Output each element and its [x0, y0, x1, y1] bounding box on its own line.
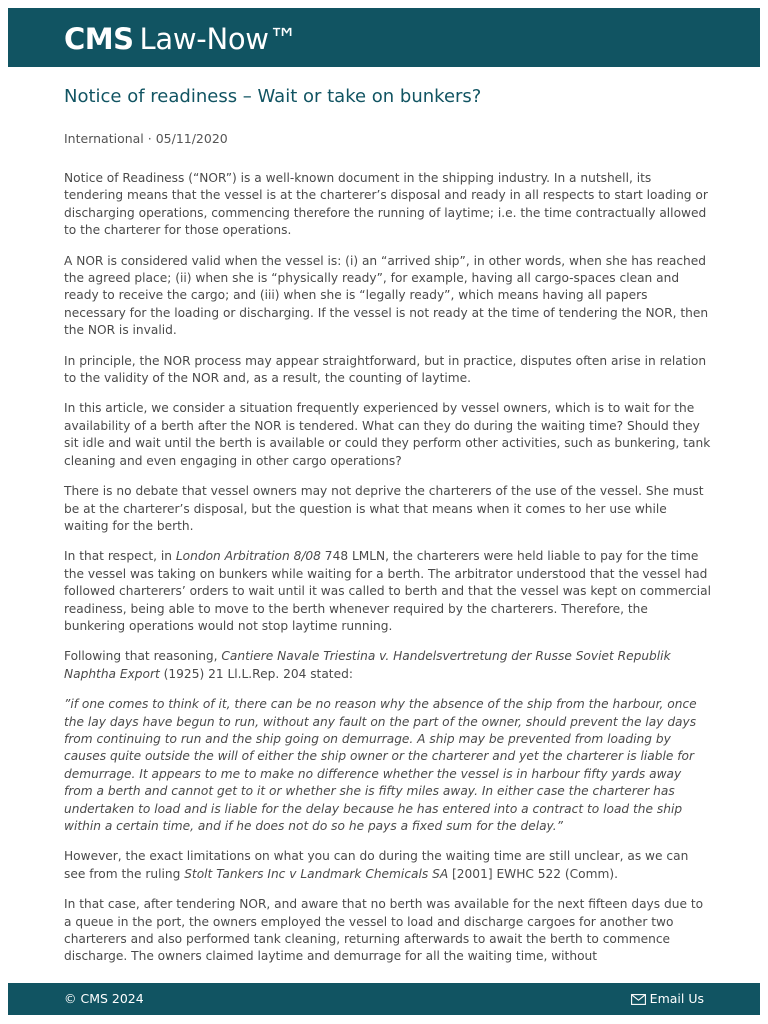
paragraph-1: Notice of Readiness (“NOR”) is a well-known document in the shipping industry. In a nutshell, its tendering means that the vessel is at the charterer’s disposal and ready in all respects to start loading or discharging operations, commencing therefore the running of laytime; i.e. the time contractually allowed to the charterer for those operations. — [64, 171, 708, 238]
article — [64, 84, 712, 979]
paragraph-6 — [64, 548, 712, 635]
logo-cms: CMS — [64, 22, 134, 56]
quote-paragraph: ”if one comes to think of it, there can be no reason why the absence of the ship from the harbour, once the lay days have begun to run, without any fault on the part of the owner, should prevent the lay days from continuing to run and the ship going on demurrage. A ship may be prevented from loading by causes quite outside the will of either the ship owner or the charterer and yet the charterer is liable for demurrage. It appears to me to make no difference whether the vessel is in harbour fifty yards away from a berth and cannot get to it or whether she is fifty miles away. In either case the charterer has undertaken to load and is liable for the delay because he has entered into a contract to load the ship within a certain time, and if he does not do so he pays a fixed sum for the delay.” — [64, 697, 697, 833]
site-footer — [8, 983, 760, 1015]
article-title: Notice of readiness – Wait or take on bunkers? — [64, 86, 482, 107]
p7-text-pre: Following that reasoning, — [64, 649, 222, 664]
paragraph-2: A NOR is considered valid when the vessel is: (i) an “arrived ship”, in other words, when she has reached the agreed place; (ii) when she is “physically ready”, for example, having all cargo-spaces clean and ready to receive the cargo; and (iii) when she is “legally ready”, which means having all papers necessary for the loading or discharging. If the vessel is not ready at the time of tendering the NOR, then the NOR is invalid. — [64, 253, 709, 338]
p6-case-name: London Arbitration 8/08 — [175, 549, 321, 564]
paragraph-7 — [64, 648, 712, 683]
article-meta: International · 05/11/2020 — [64, 131, 228, 146]
p7-case-name: Cantiere Navale Triestina v. Handelsvertretung der Russe Soviet Republik Naphtha Export — [64, 649, 671, 681]
paragraph-3: In principle, the NOR process may appear straightforward, but in practice, disputes often arise in relation to the validity of the NOR and, as a result, the counting of laytime. — [64, 353, 707, 386]
p6-text-post: 748 LMLN, the charterers were held liable to pay for the time the vessel was taking on bunkers while waiting for a berth. The arbitrator understood that the vessel had followed charterers’ orders to wait until it was called to berth and that the vessel was kept on commercial readiness, being able to move to the berth whenever required by the charterers. Therefore, the bunkering operations would not stop laytime running. — [64, 549, 712, 633]
site-header — [8, 8, 760, 67]
article-body — [64, 170, 712, 966]
email-us-label: Email Us — [649, 991, 704, 1006]
p8-text-post: [2001] EWHC 522 (Comm). — [448, 866, 618, 881]
copyright-text: © CMS 2024 — [64, 991, 144, 1006]
email-us-link[interactable] — [631, 991, 704, 1007]
paragraph-5: There is no debate that vessel owners may not deprive the charterers of the use of the vessel. She must be at the charterer’s disposal, but the question is what that means when it comes to her use while waiting for the berth. — [64, 484, 704, 533]
p6-text-pre: In that respect, in — [64, 549, 176, 564]
paragraph-4: In this article, we consider a situation frequently experienced by vessel owners, which is to wait for the availability of a berth after the NOR is tendered. What can they do during the waiting time? Should they sit idle and wait until the berth is available or could they perform other activities, such as bunkering, tank cleaning and even engaging in other cargo operations? — [64, 401, 711, 468]
envelope-icon — [631, 994, 646, 1005]
paragraph-9: In that case, after tendering NOR, and aware that no berth was available for the next fifteen days due to a queue in the port, the owners employed the vessel to load and discharge cargoes for another two charterers and also performed tank cleaning, returning afterwards to await the berth to commence discharge. The owners claimed laytime and demurrage for all the waiting time, without — [64, 897, 704, 964]
p8-case-name: Stolt Tankers Inc v Landmark Chemicals SA — [184, 866, 449, 881]
p7-text-post: (1925) 21 Ll.L.Rep. 204 stated: — [159, 666, 353, 681]
logo-law-now: Law-Now™ — [139, 22, 298, 56]
paragraph-8 — [64, 848, 712, 883]
p8-text-pre: However, the exact limitations on what you can do during the waiting time are still unclear, as we can see from the ruling — [64, 849, 689, 881]
cms-law-now-logo[interactable] — [64, 24, 297, 54]
